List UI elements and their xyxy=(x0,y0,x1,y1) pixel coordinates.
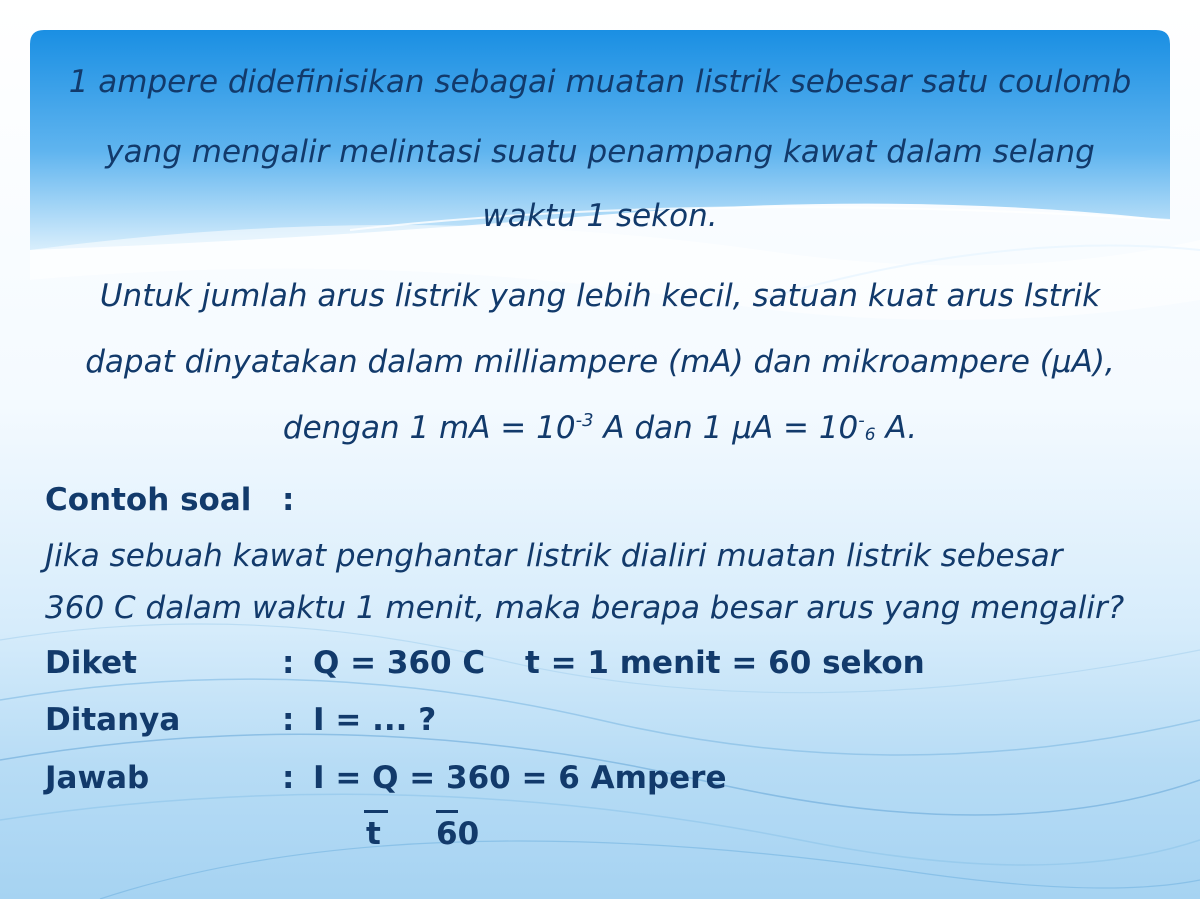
definition-line-3: waktu 1 sekon. xyxy=(482,198,718,234)
jawab-equation: I = Q = 360 = 6 Ampere xyxy=(313,760,727,796)
denominator-t: t xyxy=(366,816,381,852)
units-line-3: dengan 1 mA = $10^{-3}$ A dan 1 μA = 10-6 A. xyxy=(282,410,918,446)
denominator-60: 60 xyxy=(436,816,480,852)
ditanya-value: I = ... ? xyxy=(313,702,437,738)
ditanya-colon: : xyxy=(282,702,295,738)
diket-t: t = 1 menit = 60 sekon xyxy=(525,645,925,681)
ditanya-label: Ditanya xyxy=(45,702,181,738)
diket-label: Diket xyxy=(45,645,137,681)
diket-q: Q = 360 C xyxy=(313,645,486,681)
fraction-bar-2 xyxy=(436,810,458,813)
example-heading-colon: : xyxy=(282,482,295,518)
example-heading: Contoh soal xyxy=(45,482,252,518)
units-line-1: Untuk jumlah arus listrik yang lebih kecil, satuan kuat arus lstrik xyxy=(99,278,1101,314)
question-line-1: Jika sebuah kawat penghantar listrik dialiri muatan listrik sebesar xyxy=(45,538,1063,574)
definition-line-1: 1 ampere didefinisikan sebagai muatan listrik sebesar satu coulomb xyxy=(68,64,1132,100)
jawab-label: Jawab xyxy=(45,760,150,796)
units-line-2: dapat dinyatakan dalam milliampere (mA) dan mikroampere (μA), xyxy=(85,344,1115,380)
question-line-2: 360 C dalam waktu 1 menit, maka berapa besar arus yang mengalir? xyxy=(45,590,1125,626)
fraction-bar-1 xyxy=(364,810,388,813)
definition-line-2: yang mengalir melintasi suatu penampang kawat dalam selang xyxy=(105,134,1095,170)
jawab-colon: : xyxy=(282,760,295,796)
diket-colon: : xyxy=(282,645,295,681)
